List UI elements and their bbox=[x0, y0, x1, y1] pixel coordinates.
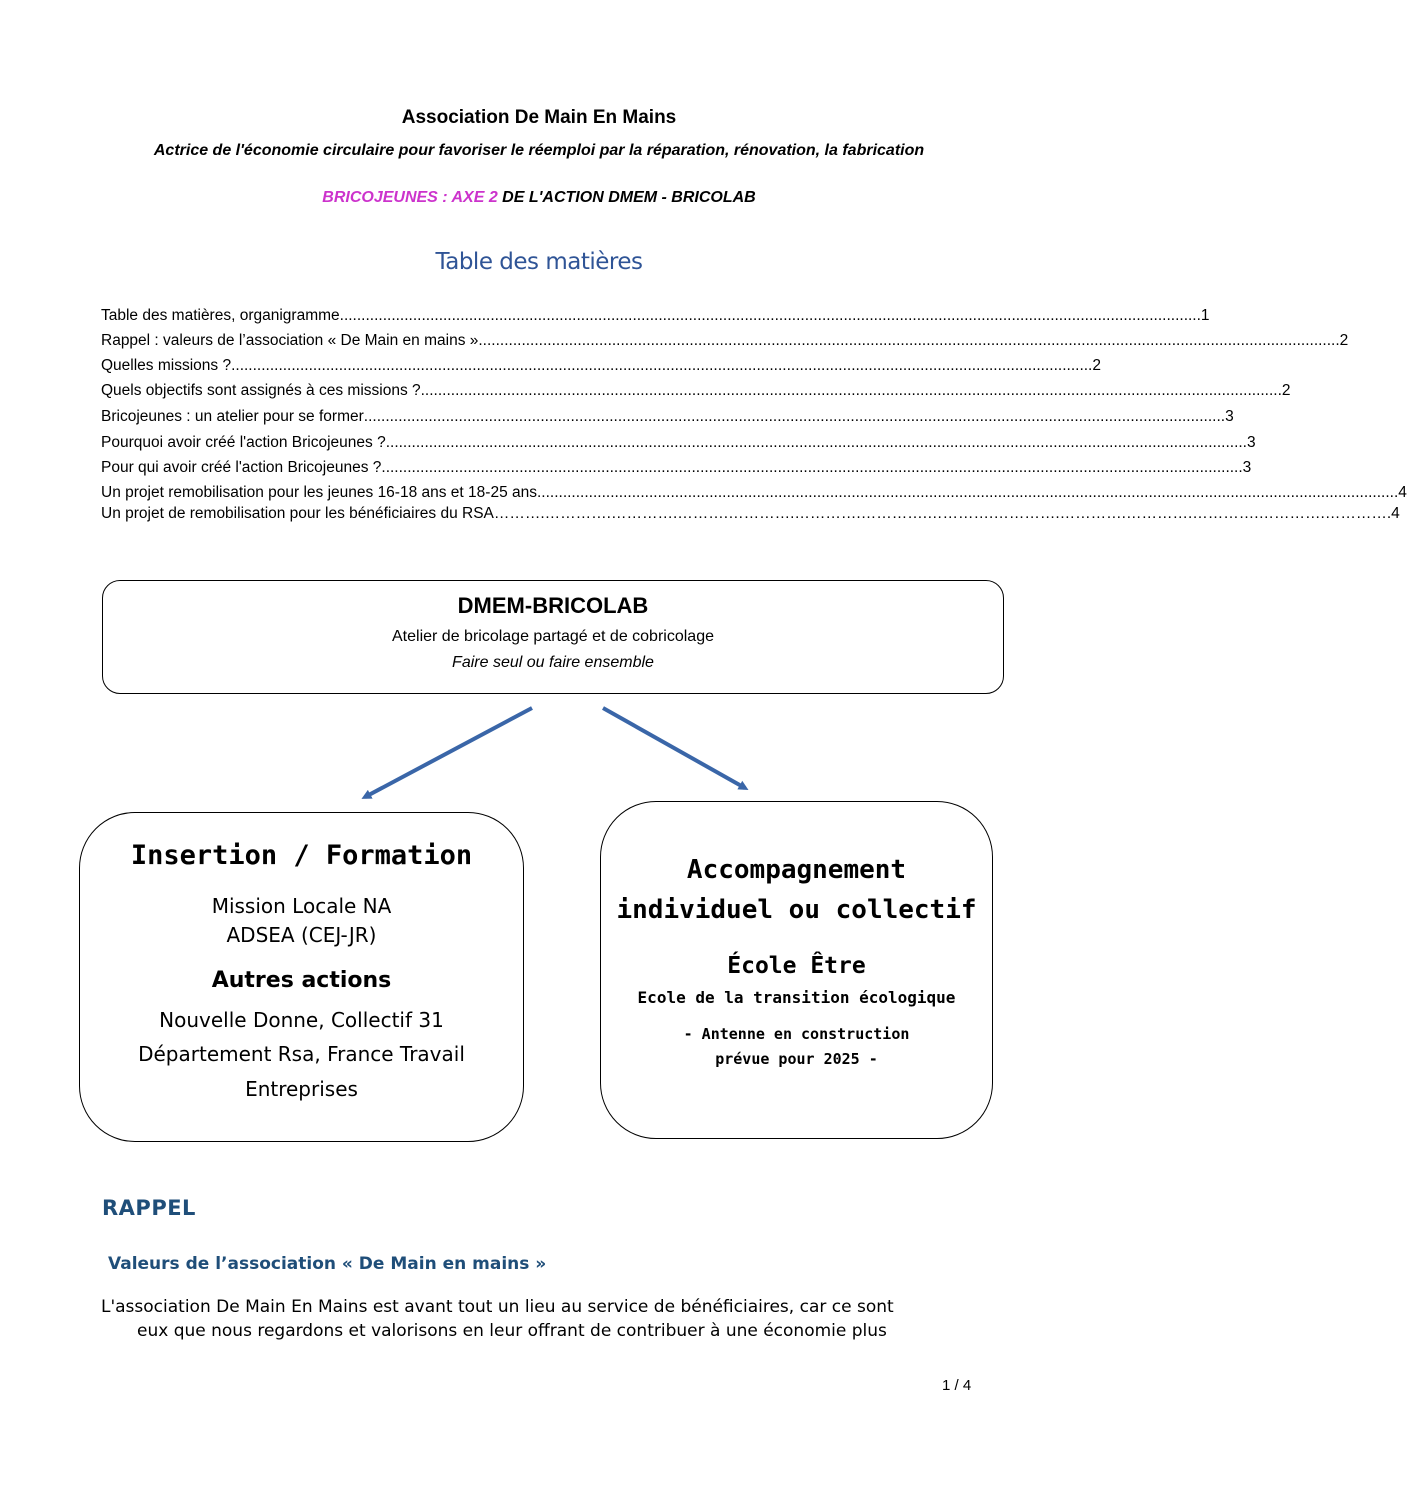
toc-entry-title: Table des matières, organigramme bbox=[101, 307, 340, 324]
toc-entry-title: Quels objectifs sont assignés à ces missions ? bbox=[101, 382, 421, 399]
toc-entry-page: 1 bbox=[1200, 307, 1210, 324]
rappel-heading: RAPPEL bbox=[102, 1196, 196, 1220]
org-left-line2: ADSEA (CEJ-JR) bbox=[226, 923, 377, 947]
org-right-title1: Accompagnement bbox=[686, 855, 907, 885]
toc-entry-page: 2 bbox=[1339, 332, 1349, 349]
toc-entry-title: Pourquoi avoir créé l'action Bricojeunes ? bbox=[101, 434, 386, 451]
toc-entry-title: Quelles missions ? bbox=[101, 357, 232, 374]
toc-entry-page: 3 bbox=[1242, 459, 1252, 476]
valeurs-subheading: Valeurs de l’association « De Main en mains » bbox=[108, 1254, 547, 1274]
org-left-line4: Département Rsa, France Travail bbox=[138, 1042, 465, 1066]
axe-rest: DE L'ACTION DMEM - BRICOLAB bbox=[497, 189, 756, 206]
org-left-subtitle: Autres actions bbox=[211, 968, 392, 993]
toc-leader: ........................................................................................................................................................................................................ bbox=[339, 307, 1201, 324]
toc-entry-page: 3 bbox=[1246, 434, 1256, 451]
document-title: Association De Main En Mains bbox=[401, 107, 677, 128]
toc-entry-page: 2 bbox=[1092, 357, 1101, 374]
toc-entry-title: Pour qui avoir créé l'action Bricojeunes ? bbox=[101, 459, 382, 476]
toc-entry-title: Bricojeunes : un atelier pour se former bbox=[101, 408, 364, 425]
toc-leader: ........................................................................................................................................................................................................ bbox=[363, 408, 1226, 425]
toc-leader: ........................................................................................................................................................................................................ bbox=[231, 357, 1093, 374]
org-right-line2: - Antenne en construction bbox=[683, 1025, 910, 1043]
axe-highlight: BRICOJEUNES : AXE 2 bbox=[322, 189, 498, 206]
toc-entry-title: Rappel : valeurs de l’association « De Main en mains » bbox=[101, 332, 479, 349]
paragraph-line: L'association De Main En Mains est avant tout un lieu au service de bénéficiaires, car ce sont bbox=[101, 1297, 894, 1317]
toc-entry-page: 2 bbox=[1281, 382, 1291, 399]
org-top-title: DMEM-BRICOLAB bbox=[457, 593, 649, 618]
org-right-subtitle: École Être bbox=[727, 953, 866, 979]
org-left-line3: Nouvelle Donne, Collectif 31 bbox=[159, 1008, 444, 1032]
toc-heading: Table des matières bbox=[435, 249, 643, 275]
toc-leader: ……….………….………….……….………….………….………….………….………….………….………….………….………….…………. bbox=[493, 505, 1392, 522]
arrow-left bbox=[365, 708, 532, 797]
org-top-line1: Atelier de bricolage partagé et de cobricolage bbox=[392, 628, 714, 645]
org-left-line1: Mission Locale NA bbox=[211, 894, 392, 918]
paragraph-line: eux que nous regardons et valorisons en leur offrant de contribuer à une économie plus bbox=[137, 1321, 887, 1341]
toc-leader: ........................................................................................................................................................................................................ bbox=[381, 459, 1243, 476]
document-subtitle: Actrice de l'économie circulaire pour favoriser le réemploi par la réparation, rénovation, la fabrication bbox=[153, 142, 925, 159]
org-top-line2: Faire seul ou faire ensemble bbox=[452, 654, 654, 671]
org-right-title2: individuel ou collectif bbox=[616, 895, 977, 925]
page-number: 1 / 4 bbox=[942, 1377, 972, 1394]
toc-entry-title: Un projet remobilisation pour les jeunes 16-18 ans et 18-25 ans bbox=[101, 484, 537, 501]
toc-entry-title: Un projet de remobilisation pour les bénéficiaires du RSA bbox=[101, 505, 494, 522]
toc-entry-page: 4 bbox=[1398, 484, 1407, 501]
arrow-right bbox=[603, 708, 745, 788]
toc-entry-page: 4 bbox=[1391, 505, 1400, 522]
rappel-paragraph bbox=[101, 1295, 976, 1343]
toc-leader: ........................................................................................................................................................................................................ bbox=[536, 484, 1399, 501]
org-left-title: Insertion / Formation bbox=[130, 840, 473, 871]
toc-entry-page: 3 bbox=[1225, 408, 1234, 425]
toc-leader: ........................................................................................................................................................................................................ bbox=[385, 434, 1247, 451]
org-right-line1: Ecole de la transition écologique bbox=[637, 988, 956, 1007]
org-right-line3: prévue pour 2025 - bbox=[715, 1050, 878, 1068]
org-left-line5: Entreprises bbox=[245, 1077, 358, 1101]
toc-leader: ........................................................................................................................................................................................................ bbox=[478, 332, 1340, 349]
toc-leader: ........................................................................................................................................................................................................ bbox=[420, 382, 1282, 399]
